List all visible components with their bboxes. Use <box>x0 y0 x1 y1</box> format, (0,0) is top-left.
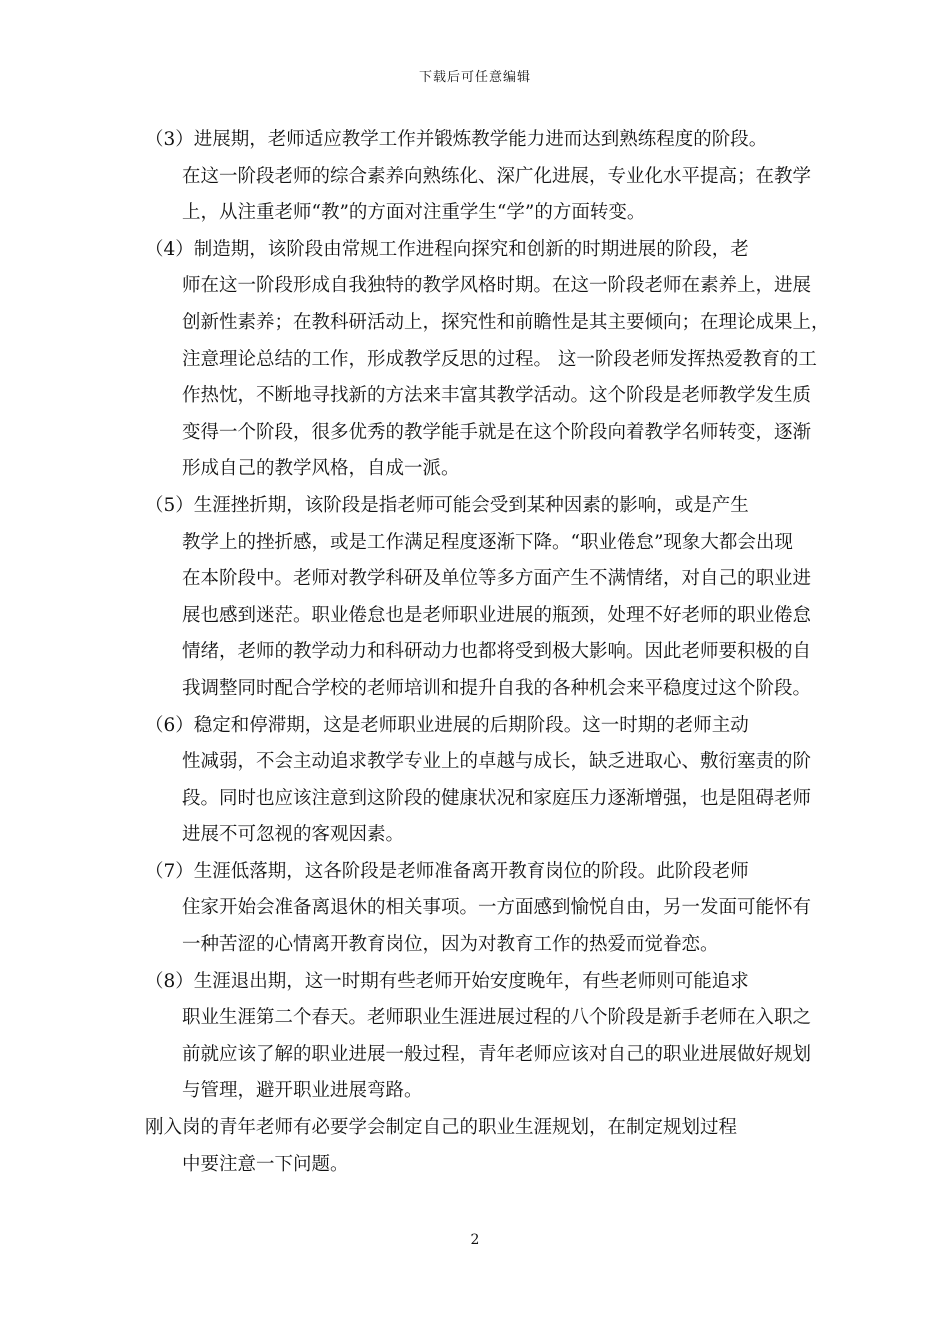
text-line: 注意理论总结的工作，形成教学反思的过程。 这一阶段老师发挥热爱教育的工 <box>182 348 817 370</box>
text-line: 一种苦涩的心情离开教育岗位，因为对教育工作的热爱而觉眷恋。 <box>182 934 719 956</box>
paragraph-stage-4 <box>145 232 830 488</box>
text-line: （3）进展期，老师适应教学工作并锻炼教学能力进而达到熟练程度的阶段。 <box>145 129 768 150</box>
text-line: 情绪，老师的教学动力和科研动力也都将受到极大影响。因此老师要积极的自 <box>182 641 812 663</box>
text-line: 中要注意一下问题。 <box>182 1153 349 1175</box>
text-line: 与管理，避开职业进展弯路。 <box>182 1080 423 1102</box>
text-line: 展也感到迷茫。职业倦怠也是老师职业进展的瓶颈，处理不好老师的职业倦怠 <box>182 604 812 626</box>
text-line: 作热忱，不断地寻找新的方法来丰富其教学活动。这个阶段是老师教学发生质 <box>182 385 812 407</box>
text-line: 前就应该了解的职业进展一般过程，青年老师应该对自己的职业进展做好规划 <box>182 1043 812 1065</box>
text-line: 性减弱，不会主动追求教学专业上的卓越与成长，缺乏进取心、敷衍塞责的阶 <box>182 751 812 773</box>
paragraph-stage-7 <box>145 854 812 964</box>
page-header <box>0 66 950 85</box>
text-line: 在这一阶段老师的综合素养向熟练化、深广化进展，专业化水平提高；在教学 <box>182 165 812 187</box>
text-line: （4）制造期，该阶段由常规工作进程向探究和创新的时期进展的阶段，老 <box>145 238 749 260</box>
page-number-text: 2 <box>470 1232 480 1248</box>
header-text: 下载后可任意编辑 <box>418 70 531 85</box>
text-line: 刚入岗的青年老师有必要学会制定自己的职业生涯规划，在制定规划过程 <box>145 1117 738 1139</box>
text-line: 在本阶段中。老师对教学科研及单位等多方面产生不满情绪，对自己的职业进 <box>182 568 812 590</box>
text-line: 师在这一阶段形成自我独特的教学风格时期。在这一阶段老师在素养上，进展 <box>182 275 812 297</box>
text-line: 上，从注重老师“教”的方面对注重学生“学”的方面转变。 <box>182 202 646 224</box>
paragraph-stage-8 <box>145 964 812 1110</box>
text-line: 进展不可忽视的客观因素。 <box>182 824 405 846</box>
paragraph-stage-6 <box>145 708 812 854</box>
text-line: 教学上的挫折感，或是工作满足程度逐渐下降。“职业倦怠”现象大都会出现 <box>182 531 793 553</box>
text-line: 形成自己的教学风格，自成一派。 <box>182 458 460 480</box>
text-line: 段。同时也应该注意到这阶段的健康状况和家庭压力逐渐增强，也是阻碍老师 <box>182 787 812 809</box>
text-line: 我调整同时配合学校的老师培训和提升自我的各种机会来平稳度过这个阶段。 <box>182 677 812 699</box>
text-line: 职业生涯第二个春天。老师职业生涯进展过程的八个阶段是新手老师在入职之 <box>182 1007 812 1029</box>
text-line: （8）生涯退出期，这一时期有些老师开始安度晚年，有些老师则可能追求 <box>145 970 749 992</box>
text-line: 创新性素养；在教科研活动上，探究性和前瞻性是其主要倾向；在理论成果上， <box>182 311 830 333</box>
text-line: （5）生涯挫折期，该阶段是指老师可能会受到某种因素的影响，或是产生 <box>145 494 749 516</box>
paragraph-stage-3 <box>145 122 812 232</box>
paragraph-stage-5 <box>145 488 812 708</box>
text-line: 住家开始会准备离退休的相关事项。一方面感到愉悦自由，另一发面可能怀有 <box>182 897 812 919</box>
page-number <box>0 1232 950 1248</box>
text-line: （7）生涯低落期，这各阶段是老师准备离开教育岗位的阶段。此阶段老师 <box>145 860 749 882</box>
paragraph-conclusion <box>145 1110 807 1183</box>
document-body <box>145 122 830 1183</box>
text-line: （6）稳定和停滞期，这是老师职业进展的后期阶段。这一时期的老师主动 <box>145 714 749 736</box>
text-line: 变得一个阶段，很多优秀的教学能手就是在这个阶段向着教学名师转变，逐渐 <box>182 421 812 443</box>
